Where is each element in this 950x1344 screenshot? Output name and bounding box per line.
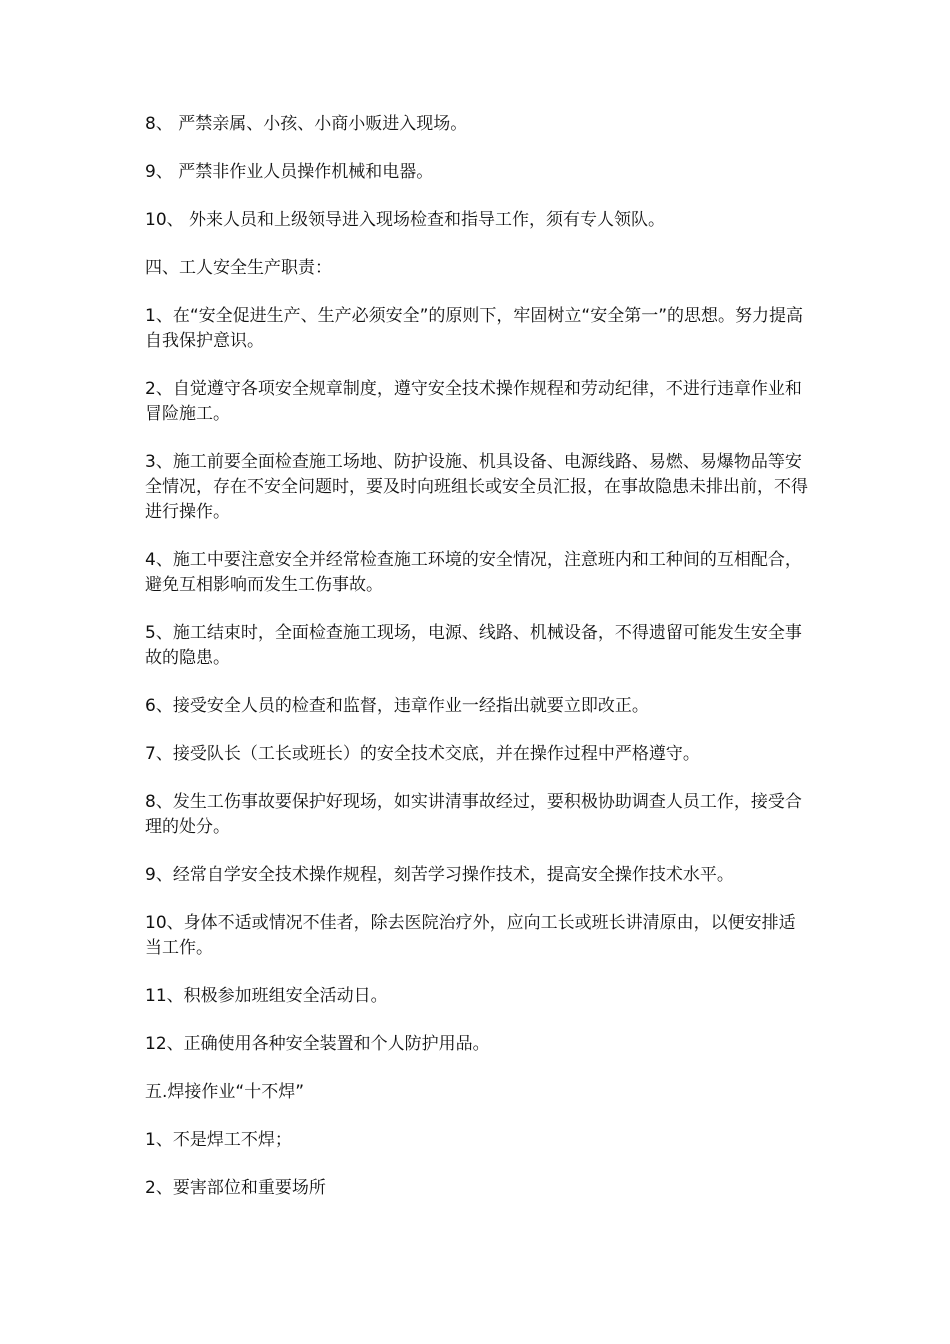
welding-rule-2: 2、要害部位和重要场所 xyxy=(145,1178,326,1198)
duty-item-1: 1、在“安全促进生产、生产必须安全”的原则下，牢固树立“安全第一”的思想。努力提高自我保护意识。 xyxy=(145,306,804,351)
section-heading-worker-duties: 四、工人安全生产职责： xyxy=(145,258,332,278)
rule-item-9: 9、 严禁非作业人员操作机械和电器。 xyxy=(145,162,434,182)
duty-item-11: 11、积极参加班组安全活动日。 xyxy=(145,986,388,1006)
rule-item-8: 8、 严禁亲属、小孩、小商小贩进入现场。 xyxy=(145,114,468,134)
welding-rule-1: 1、不是焊工不焊； xyxy=(145,1130,292,1150)
duty-item-10: 10、身体不适或情况不佳者，除去医院治疗外，应向工长或班长讲清原由，以便安排适当工作。 xyxy=(145,913,796,958)
document-body xyxy=(145,112,810,1224)
duty-item-4: 4、施工中要注意安全并经常检查施工环境的安全情况，注意班内和工种间的互相配合，避免互相影响而发生工伤事故。 xyxy=(145,550,802,595)
section-heading-welding-rules: 五.焊接作业“十不焊” xyxy=(145,1082,305,1102)
duty-item-2: 2、自觉遵守各项安全规章制度，遵守安全技术操作规程和劳动纪律，不进行违章作业和冒险施工。 xyxy=(145,379,802,424)
duty-item-5: 5、施工结束时，全面检查施工现场，电源、线路、机械设备，不得遗留可能发生安全事故的隐患。 xyxy=(145,623,802,668)
duty-item-7: 7、接受队长（工长或班长）的安全技术交底，并在操作过程中严格遵守。 xyxy=(145,744,700,764)
duty-item-3: 3、施工前要全面检查施工场地、防护设施、机具设备、电源线路、易燃、易爆物品等安全情况，存在不安全问题时，要及时向班组长或安全员汇报，在事故隐患未排出前，不得进行操作。 xyxy=(145,452,808,522)
duty-item-6: 6、接受安全人员的检查和监督，违章作业一经指出就要立即改正。 xyxy=(145,696,649,716)
rule-item-10: 10、 外来人员和上级领导进入现场检查和指导工作，须有专人领队。 xyxy=(145,210,666,230)
duty-item-8: 8、发生工伤事故要保护好现场，如实讲清事故经过，要积极协助调查人员工作，接受合理的处分。 xyxy=(145,792,802,837)
duty-item-9: 9、经常自学安全技术操作规程，刻苦学习操作技术，提高安全操作技术水平。 xyxy=(145,865,734,885)
duty-item-12: 12、正确使用各种安全装置和个人防护用品。 xyxy=(145,1034,490,1054)
